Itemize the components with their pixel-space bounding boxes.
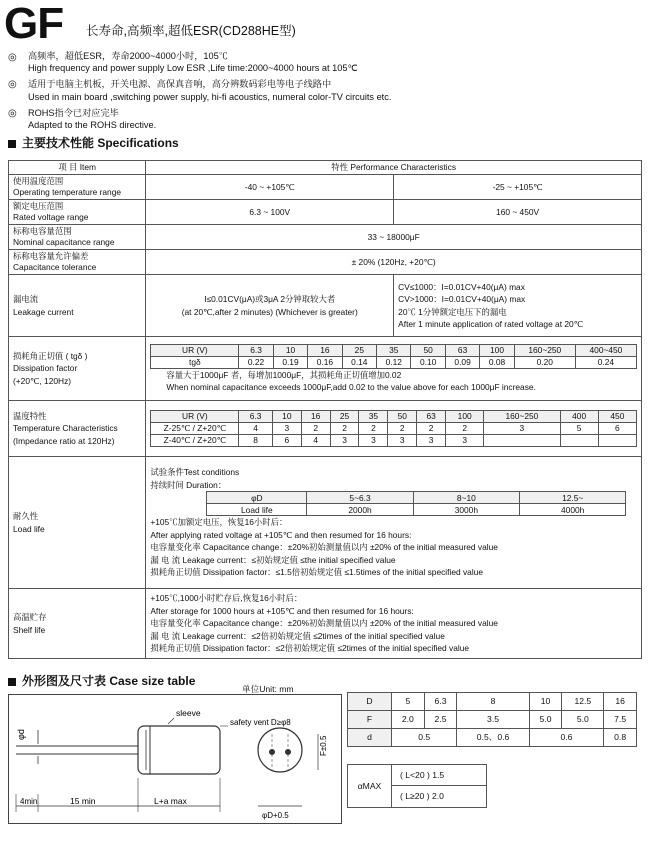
leakage-row bbox=[9, 275, 642, 337]
series-subtitle: 长寿命,高频率,超低ESR(CD288HE型) bbox=[86, 24, 296, 38]
temp-ratio: 3 bbox=[417, 435, 446, 447]
size-cell: 5.0 bbox=[562, 711, 604, 729]
temp-ratio-empty bbox=[560, 435, 598, 447]
df-tg-label: tgδ bbox=[151, 356, 239, 368]
leak-right-2: CV>1000：I=0.01CV+40(μA) max bbox=[398, 294, 526, 304]
df-value: 0.16 bbox=[308, 356, 342, 368]
df-voltage-row bbox=[151, 344, 637, 356]
df-table bbox=[150, 344, 637, 369]
temp-cond: (Impedance ratio at 120Hz) bbox=[13, 435, 115, 446]
df-note-cn: 容量大于1000μF 者，每增加1000μF，其损耗角正切值增加0.02 bbox=[166, 369, 402, 380]
df-voltage: 6.3 bbox=[239, 344, 273, 356]
df-value: 0.19 bbox=[273, 356, 307, 368]
size-row-f bbox=[348, 711, 637, 729]
temp-voltage: 100 bbox=[446, 411, 484, 423]
case-size-table bbox=[347, 692, 637, 747]
load-life-label: Load life bbox=[207, 504, 307, 516]
shelf-line-1: +105℃,1000小时贮存后,恢复16小时后： bbox=[150, 593, 303, 604]
alpha-max-label: αMAX bbox=[348, 765, 392, 807]
load-d-row bbox=[207, 492, 626, 504]
spec-header-row bbox=[9, 161, 642, 175]
temp-voltage: 16 bbox=[301, 411, 330, 423]
temp-ratio: 4 bbox=[239, 423, 273, 435]
size-cell: 5 bbox=[392, 693, 425, 711]
alpha-max-long: ( L≥20 ) 2.0 bbox=[400, 791, 444, 802]
size-row-label: D bbox=[348, 693, 392, 711]
square-bullet-icon bbox=[8, 678, 16, 686]
df-ur-label: UR (V) bbox=[151, 344, 239, 356]
feature-cn: 高频率，超低ESR，寿命2000~4000小时，105℃ bbox=[28, 51, 228, 61]
temp-ratio: 2 bbox=[301, 423, 330, 435]
df-voltage: 160~250 bbox=[514, 344, 575, 356]
rated-v-v1: 6.3 ~ 100V bbox=[146, 200, 394, 225]
temp-ratio-row-1 bbox=[151, 423, 637, 435]
load-d-value: 12.5~ bbox=[520, 492, 626, 504]
capacitor-top-view bbox=[258, 728, 302, 772]
bullet-icon: ◎ bbox=[8, 52, 17, 63]
temp-ratio: 8 bbox=[239, 435, 273, 447]
temp-voltage: 63 bbox=[417, 411, 446, 423]
shelf-en: Shelf life bbox=[13, 624, 46, 635]
temp-voltage: 400 bbox=[560, 411, 598, 423]
temp-voltage: 35 bbox=[359, 411, 388, 423]
size-cell: 2.5 bbox=[424, 711, 457, 729]
df-value-row bbox=[151, 356, 637, 368]
temp-ratio-empty bbox=[484, 435, 560, 447]
df-voltage: 35 bbox=[377, 344, 411, 356]
lead-diameter-label: φd bbox=[16, 729, 26, 740]
leak-right-1: CV≤1000：I=0.01CV+40(μA) max bbox=[398, 281, 525, 292]
temp-voltage: 450 bbox=[598, 411, 636, 423]
size-cell: 3.5 bbox=[457, 711, 529, 729]
temp-cn: 温度特性 bbox=[13, 410, 47, 421]
temp-ratio: 2 bbox=[446, 423, 484, 435]
temp-ratio: 3 bbox=[484, 423, 560, 435]
series-code: GF bbox=[4, 0, 64, 48]
load-life-table bbox=[206, 491, 626, 516]
temp-ratio: 3 bbox=[330, 435, 359, 447]
load-line-4: 漏 电 流 Leakage current：≤初始规定值 ≤the initial specified value bbox=[150, 554, 396, 565]
op-temp-v1: -40 ~ +105℃ bbox=[146, 175, 394, 200]
load-cn: 耐久性 bbox=[13, 511, 39, 521]
temp-ratio: 6 bbox=[598, 423, 636, 435]
load-d-value: 5~6.3 bbox=[307, 492, 413, 504]
df-cn: 损耗角正切值 ( tgδ ) bbox=[13, 350, 88, 361]
df-voltage: 50 bbox=[411, 344, 445, 356]
temp-ratio: 6 bbox=[272, 435, 301, 447]
cap-tolerance-row bbox=[9, 250, 642, 275]
df-value: 0.14 bbox=[342, 356, 376, 368]
shelf-cn: 高温贮存 bbox=[13, 612, 47, 622]
leak-en: Leakage current bbox=[13, 306, 74, 317]
df-value: 0.20 bbox=[514, 356, 575, 368]
df-voltage: 10 bbox=[273, 344, 307, 356]
load-line-3: 电容量变化率 Capacitance change：±20%初始测量值以内 ±20% of the initial measured value bbox=[150, 542, 498, 553]
cap-tol-cn: 标称电容量允许偏差 bbox=[13, 251, 89, 261]
size-cell: 6.3 bbox=[424, 693, 457, 711]
unit-label: 单位Unit: mm bbox=[242, 684, 294, 694]
df-cond: (+20℃, 120Hz) bbox=[13, 375, 72, 386]
rated-v-v2: 160 ~ 450V bbox=[394, 200, 642, 225]
f-tolerance-label: F±0.5 bbox=[319, 735, 328, 756]
load-line-5: 损耗角正切值 Dissipation factor：≤1.5倍初始规定值 ≤1.5times of the initial specified value bbox=[150, 567, 484, 578]
size-cell: 10 bbox=[529, 693, 562, 711]
size-cell: 12.5 bbox=[562, 693, 604, 711]
temp-ratio: 5 bbox=[560, 423, 598, 435]
df-voltage: 63 bbox=[445, 344, 479, 356]
temp-char-row bbox=[9, 401, 642, 457]
temp-voltage-row bbox=[151, 411, 637, 423]
df-voltage: 400~450 bbox=[575, 344, 636, 356]
temp-ratio-empty bbox=[598, 435, 636, 447]
load-hours-value: 3000h bbox=[413, 504, 519, 516]
load-d-value: 8~10 bbox=[413, 492, 519, 504]
feature-en: Used in main board ,switching power supply, hi-fi acoustics, numeral color-TV circuits etc. bbox=[28, 92, 392, 102]
size-cell: 16 bbox=[604, 693, 637, 711]
dim-15min: 15 min bbox=[70, 796, 96, 806]
load-phi-label: φD bbox=[207, 492, 307, 504]
alpha-max-short: ( L<20 ) 1.5 bbox=[392, 765, 486, 786]
rated-v-en: Rated voltage range bbox=[13, 212, 89, 222]
load-en: Load life bbox=[13, 523, 45, 534]
load-life-row bbox=[9, 457, 642, 589]
df-value: 0.10 bbox=[411, 356, 445, 368]
cap-tol-value: ± 20% (120Hz, +20℃) bbox=[146, 250, 642, 275]
bullet-icon: ◎ bbox=[8, 108, 17, 119]
shelf-line-2: After storage for 1000 hours at +105℃ and then resumed for 16 hours: bbox=[150, 605, 414, 616]
perf-header: 特性 Performance Characteristics bbox=[146, 161, 642, 175]
nom-cap-en: Nominal capacitance range bbox=[13, 237, 115, 247]
leak-right-4: After 1 minute application of rated voltage at 20℃ bbox=[398, 319, 584, 329]
temp-ratio: 3 bbox=[388, 435, 417, 447]
feature-en: Adapted to the ROHS directive. bbox=[28, 120, 157, 130]
temp-r2-label: Z-40℃ / Z+20℃ bbox=[151, 435, 239, 447]
temp-voltage: 10 bbox=[272, 411, 301, 423]
load-line-2: After applying rated voltage at +105℃ and then resumed for 16 hours: bbox=[150, 529, 412, 540]
size-cell: 2.0 bbox=[392, 711, 425, 729]
op-temp-v2: -25 ~ +105℃ bbox=[394, 175, 642, 200]
feature-cn: ROHS指令已对应完毕 bbox=[28, 108, 119, 118]
temp-voltage: 6.3 bbox=[239, 411, 273, 423]
size-row-label: F bbox=[348, 711, 392, 729]
feature-en: High frequency and power supply Low ESR ,Life time:2000~4000 hours at 105℃ bbox=[28, 63, 358, 73]
temp-ratio: 3 bbox=[359, 435, 388, 447]
dim-4min: 4min bbox=[20, 797, 38, 806]
df-value: 0.08 bbox=[480, 356, 514, 368]
temp-ur-label: UR (V) bbox=[151, 411, 239, 423]
df-value: 0.24 bbox=[575, 356, 636, 368]
load-hours-value: 4000h bbox=[520, 504, 626, 516]
size-row-lead bbox=[348, 729, 637, 747]
size-cell: 7.5 bbox=[604, 711, 637, 729]
df-voltage: 16 bbox=[308, 344, 342, 356]
temp-ratio: 3 bbox=[272, 423, 301, 435]
load-duration-label: 持续时间 Duration： bbox=[150, 479, 227, 490]
leak-cn: 漏电流 bbox=[13, 294, 39, 304]
nom-cap-cn: 标称电容量范围 bbox=[13, 226, 72, 236]
df-voltage: 100 bbox=[480, 344, 514, 356]
spec-table bbox=[8, 160, 642, 659]
temp-ratio: 4 bbox=[301, 435, 330, 447]
temp-voltage: 50 bbox=[388, 411, 417, 423]
square-bullet-icon bbox=[8, 140, 16, 148]
dim-phi-d: φD+0.5 bbox=[262, 811, 289, 820]
size-cell: 0.8 bbox=[604, 729, 637, 747]
shelf-line-3: 电容量变化率 Capacitance change：±20%初始测量值以内 ±20% of the initial measured value bbox=[150, 618, 498, 629]
temp-ratio: 2 bbox=[359, 423, 388, 435]
capacitor-outline-drawing bbox=[8, 694, 342, 824]
bullet-icon: ◎ bbox=[8, 79, 17, 90]
nom-cap-value: 33 ~ 18000μF bbox=[146, 225, 642, 250]
size-cell: 5.0 bbox=[529, 711, 562, 729]
op-temp-en: Operating temperature range bbox=[13, 187, 122, 197]
df-note-en: When nominal capacitance exceeds 1000μF,add 0.02 to the value above for each 1000μF increase. bbox=[166, 382, 536, 392]
alpha-max-box bbox=[347, 764, 487, 808]
size-cell: 0.6 bbox=[529, 729, 604, 747]
case-section-heading: 外形图及尺寸表 Case size table bbox=[8, 674, 195, 689]
shelf-line-4: 漏 电 流 Leakage current：≤2倍初始规定值 ≤2times of the initial specified value bbox=[150, 630, 445, 641]
op-temp-cn: 使用温度范围 bbox=[13, 176, 64, 186]
rated-v-cn: 额定电压范围 bbox=[13, 201, 64, 211]
size-cell: 0.5、0.6 bbox=[457, 729, 529, 747]
feature-cn: 适用于电脑主机板，开关电源、高保真音响，高分辨数码彩电等电子线路中 bbox=[28, 79, 332, 89]
temp-ratio: 2 bbox=[330, 423, 359, 435]
leak-right-3: 20℃ 1分钟额定电压下的漏电 bbox=[398, 306, 507, 317]
temp-ratio: 3 bbox=[446, 435, 484, 447]
temp-r1-label: Z-25℃ / Z+20℃ bbox=[151, 423, 239, 435]
temp-ratio-row-2 bbox=[151, 435, 637, 447]
temp-en: Temperature Characteristics bbox=[13, 423, 118, 434]
load-hours-row bbox=[207, 504, 626, 516]
load-cond-label: 试验条件Test conditions bbox=[150, 467, 240, 478]
shelf-line-5: 损耗角正切值 Dissipation factor：≤2倍初始规定值 ≤2times of the initial specified value bbox=[150, 643, 470, 654]
leak-left-1: I≤0.01CV(μA)或3μA 2分钟取较大者 bbox=[204, 294, 336, 304]
temp-voltage: 160~250 bbox=[484, 411, 560, 423]
load-line-1: +105℃加额定电压，恢复16小时后： bbox=[150, 517, 288, 528]
df-value: 0.12 bbox=[377, 356, 411, 368]
nominal-cap-row bbox=[9, 225, 642, 250]
size-cell: 0.5 bbox=[392, 729, 457, 747]
temp-ratio: 2 bbox=[388, 423, 417, 435]
cap-tol-en: Capacitance tolerance bbox=[13, 262, 97, 272]
size-row-label: d bbox=[348, 729, 392, 747]
temp-ratio: 2 bbox=[417, 423, 446, 435]
temp-voltage: 25 bbox=[330, 411, 359, 423]
df-value: 0.22 bbox=[239, 356, 273, 368]
item-header: 项 目 Item bbox=[9, 161, 146, 175]
dissipation-row bbox=[9, 337, 642, 401]
temp-table bbox=[150, 410, 637, 447]
size-row-d bbox=[348, 693, 637, 711]
load-hours-value: 2000h bbox=[307, 504, 413, 516]
dim-l-max: L+a max bbox=[154, 796, 187, 806]
size-cell: 8 bbox=[457, 693, 529, 711]
op-temp-row bbox=[9, 175, 642, 200]
df-value: 0.09 bbox=[445, 356, 479, 368]
df-voltage: 25 bbox=[342, 344, 376, 356]
shelf-life-row bbox=[9, 589, 642, 659]
spec-section-heading: 主要技术性能 Specifications bbox=[8, 136, 179, 151]
safety-vent-label: safety vent D≥φ8 bbox=[230, 718, 291, 727]
rated-voltage-row bbox=[9, 200, 642, 225]
sleeve-leader bbox=[168, 718, 174, 724]
leak-left-2: (at 20℃,after 2 minutes) (Whichever is greater) bbox=[181, 306, 358, 317]
sleeve-label: sleeve bbox=[176, 708, 201, 718]
df-en: Dissipation factor bbox=[13, 363, 78, 374]
